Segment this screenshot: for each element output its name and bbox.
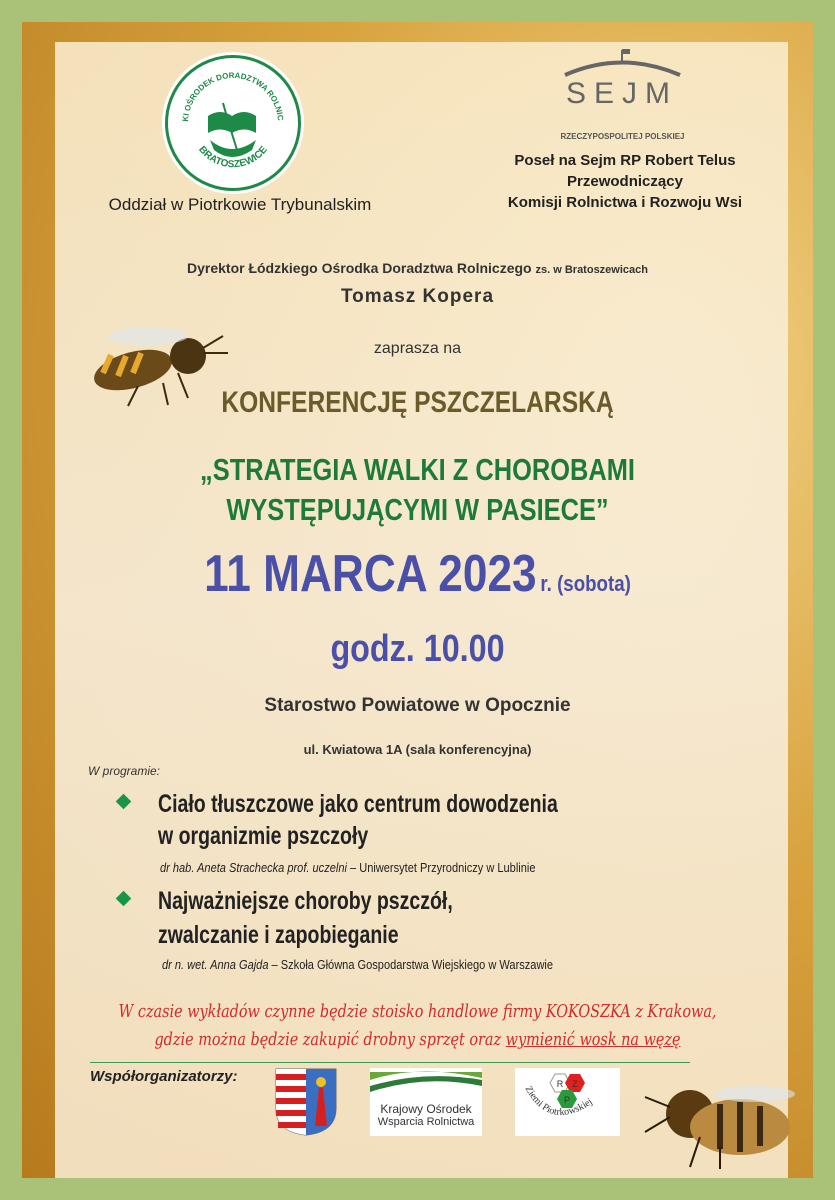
- event-time: godz. 10.00: [330, 628, 505, 670]
- program-item-2: [158, 884, 453, 952]
- svg-text:Z: Z: [572, 1079, 578, 1089]
- speaker-affiliation: – Szkoła Główna Gospodarstwa Wiejskiego w Warszawie: [271, 957, 554, 972]
- program-item-title: w organizmie pszczoły: [158, 822, 369, 850]
- mp-committee: Komisji Rolnictwa i Rozwoju Wsi: [507, 194, 743, 211]
- kows-line2: Wsparcia Rolnictwa: [377, 1116, 475, 1128]
- speaker-name: dr hab. Aneta Strachecka prof. uczelni: [160, 860, 347, 875]
- event-type: KONFERENCJĘ PSZCZELARSKĄ: [221, 386, 614, 419]
- event-title-line2: WYSTĘPUJĄCYMI W PASIECE”: [226, 492, 609, 527]
- sejm-subtitle: RZECZYPOSPOLITEJ POLSKIEJ: [560, 132, 685, 141]
- svg-text:SEJM: SEJM: [565, 77, 679, 105]
- invite-text: zaprasza na: [373, 340, 462, 357]
- bee-illustration: [640, 1072, 800, 1172]
- mp-role: Przewodniczący: [567, 173, 683, 190]
- logo-text-bottom: BRATOSZEWICE: [196, 144, 270, 171]
- mp-info: [470, 150, 780, 213]
- sejm-logo: [560, 45, 685, 140]
- director-name: Tomasz Kopera: [340, 286, 495, 307]
- notice-line2: gdzie można będzie zakupić drobny sprzęt oraz: [154, 1029, 506, 1050]
- svg-text:Ziemi Piotrkowskiej: Ziemi Piotrkowskiej: [522, 1084, 595, 1119]
- date-main: 11 MARCA 2023: [204, 545, 537, 603]
- divider: [90, 1062, 690, 1063]
- speaker-affiliation: – Uniwersytet Przyrodniczy w Lublinie: [350, 860, 536, 875]
- county-coat-of-arms: [275, 1068, 337, 1136]
- director-line: [0, 260, 835, 276]
- program-item-1-speaker: [160, 860, 535, 875]
- program-label: W programie:: [88, 764, 161, 778]
- venue: Starostwo Powiatowe w Opocznie: [264, 695, 571, 716]
- coorganizers-label: Współorganizatorzy:: [90, 1068, 238, 1085]
- program-item-title: zwalczanie i zapobieganie: [158, 921, 399, 949]
- lodr-logo: [165, 55, 301, 191]
- branch-caption: Oddział w Piotrkowie Trybunalskim: [108, 195, 372, 214]
- date-suffix: r. (sobota): [540, 571, 631, 596]
- event-title-line1: „STRATEGIA WALKI Z CHOROBAMI: [200, 452, 635, 487]
- mp-name: Poseł na Sejm RP Robert Telus: [514, 152, 736, 169]
- kows-logo: [370, 1068, 482, 1136]
- svg-text:BRATOSZEWICE: [196, 144, 270, 170]
- logo-text-top: KI OŚRODEK DORADZTWA ROLNIC: [180, 70, 285, 122]
- kows-line1: Krajowy Ośrodek: [380, 1102, 472, 1116]
- trade-notice: [84, 998, 752, 1054]
- program-item-title: Najważniejsze choroby pszczół,: [158, 887, 453, 915]
- rzp-logo: [515, 1068, 620, 1136]
- svg-text:R: R: [556, 1079, 564, 1089]
- program-item-2-speaker: [162, 957, 553, 972]
- notice-highlight: wymienić wosk na węzę: [505, 1029, 681, 1050]
- speaker-name: dr n. wet. Anna Gajda: [162, 957, 269, 972]
- program-item-1: [158, 788, 558, 852]
- address: ul. Kwiatowa 1A (sala konferencyjna): [303, 742, 532, 757]
- event-title: [75, 450, 760, 530]
- director-title: Dyrektor Łódzkiego Ośrodka Doradztwa Rolniczego: [186, 260, 532, 276]
- director-seat: zs. w Bratoszewicach: [535, 264, 648, 276]
- svg-text:P: P: [563, 1095, 571, 1105]
- program-item-title: Ciało tłuszczowe jako centrum dowodzenia: [158, 790, 558, 818]
- event-date: [63, 544, 773, 604]
- notice-line1: W czasie wykładów czynne będzie stoisko handlowe firmy KOKOSZKA z Krakowa,: [118, 1001, 717, 1022]
